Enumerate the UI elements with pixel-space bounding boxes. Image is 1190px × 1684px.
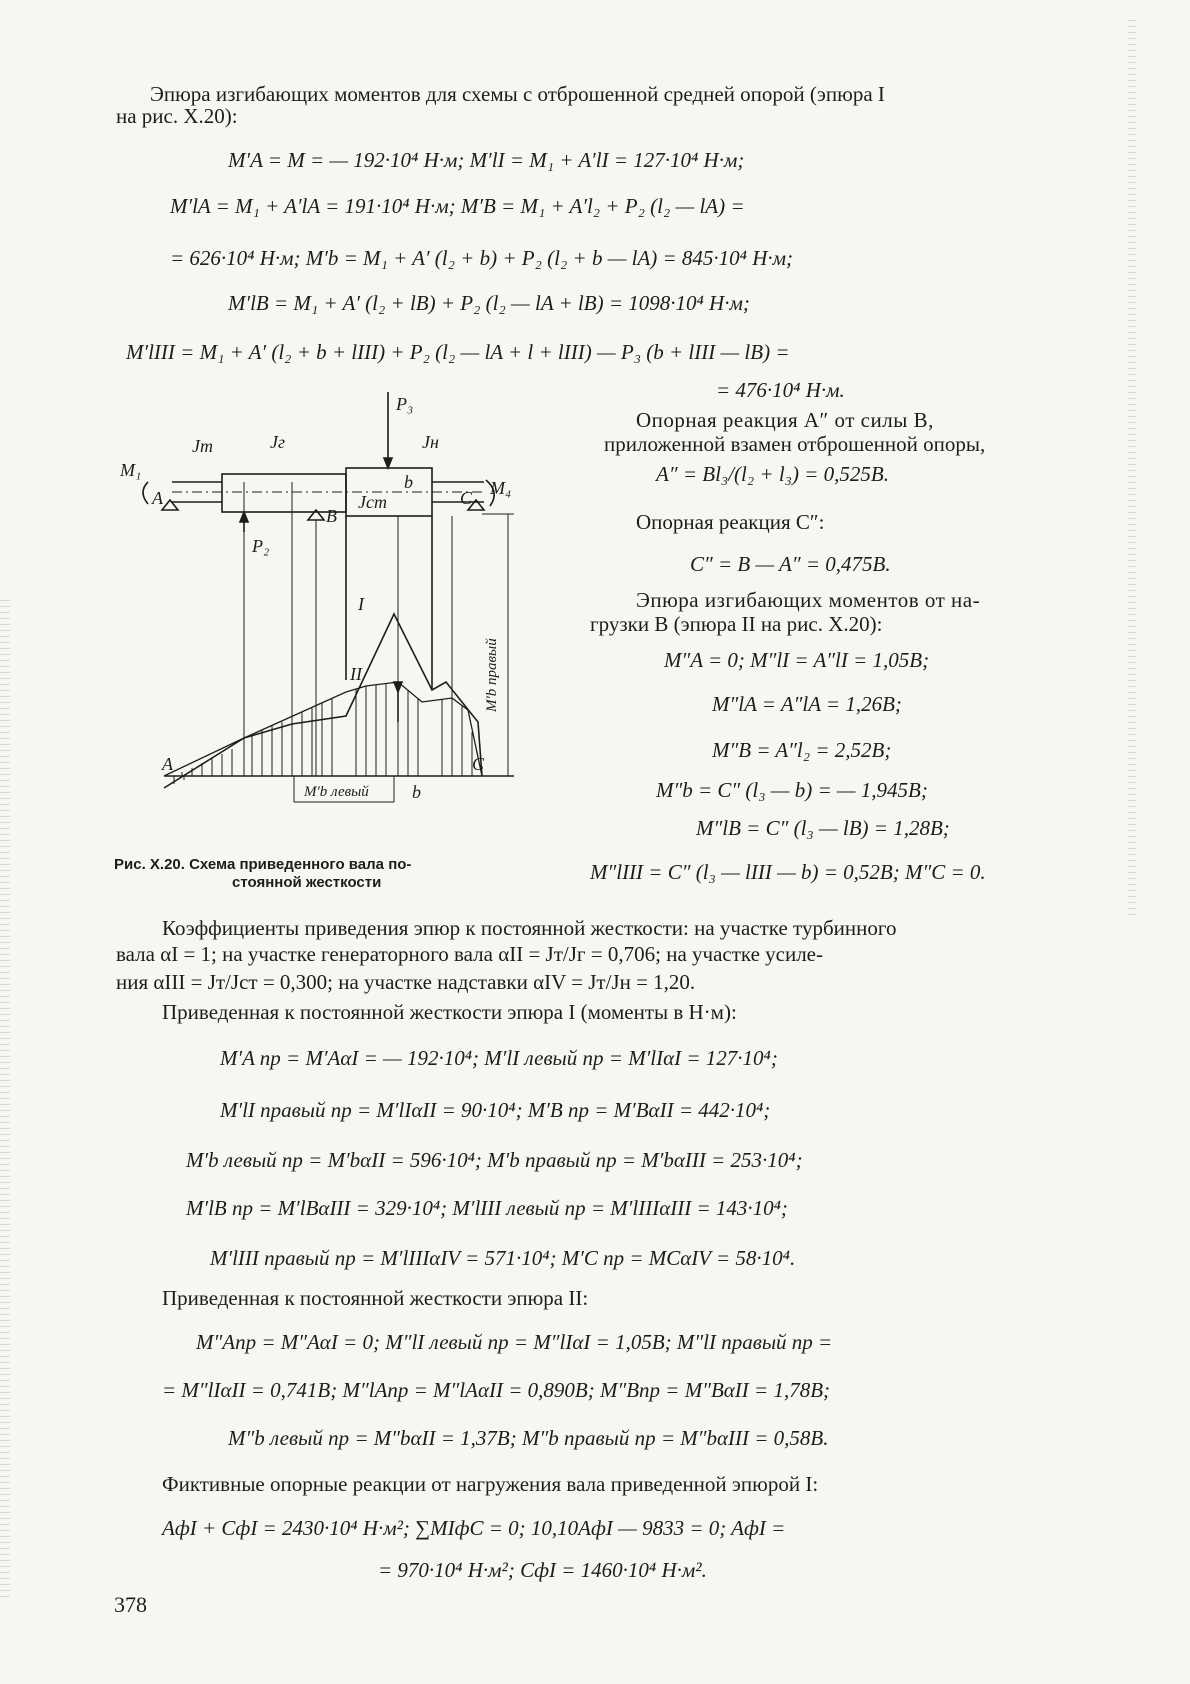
coef-line-3: ния αIII = Jт/Jст = 0,300; на участке надставки αIV = Jт/Jн = 1,20. bbox=[116, 970, 696, 994]
label-M4: M₄ bbox=[490, 478, 512, 498]
equation-3: = 626·10⁴ Н·м; M′b = M₁ + A′ (l₂ + b) + P₂ (l₂ + b — lA) = 845·10⁴ Н·м; bbox=[170, 246, 794, 270]
equation-2: M′lA = M₁ + A′lA = 191·10⁴ Н·м; M′B = M₁ + A′l₂ + P₂ (l₂ — lA) = bbox=[170, 194, 745, 218]
scan-edge-right bbox=[1128, 20, 1136, 920]
reduced-I-title: Приведенная к постоянной жесткости эпюра I (моменты в Н·м): bbox=[162, 1000, 737, 1024]
right-line-1: Опорная реакция A″ от силы B, bbox=[636, 408, 934, 432]
label-P2: P₂ bbox=[252, 536, 270, 556]
intro-line-2: на рис. X.20): bbox=[116, 104, 238, 128]
fictitious-2: = 970·10⁴ Н·м²; CфI = 1460·10⁴ Н·м². bbox=[378, 1558, 707, 1582]
reduced-II-3: M″b левый пр = M″bαII = 1,37B; M″b правый пр = M″bαIII = 0,58B. bbox=[228, 1426, 829, 1450]
reduced-II-1: M″Aпр = M″AαI = 0; M″lI левый пр = M″lIαI = 1,05B; M″lI правый пр = bbox=[196, 1330, 833, 1354]
reduced-II-2: = M″lIαII = 0,741B; M″lAпр = M″lAαII = 0,890B; M″Bпр = M″BαII = 1,78B; bbox=[162, 1378, 831, 1402]
label-Mb-left: M′b левый bbox=[304, 784, 369, 800]
label-Jg: Jг bbox=[270, 432, 286, 452]
right-line-6: Эпюра изгибающих моментов от на- bbox=[636, 588, 981, 612]
right-line-3: A″ = Bl₃/(l₂ + l₃) = 0,525B. bbox=[656, 462, 889, 486]
label-b: b bbox=[412, 782, 421, 802]
label-C: C bbox=[472, 754, 485, 774]
scan-edge-left bbox=[0, 600, 10, 1600]
right-line-13: M″lIII = C″ (l₃ — lIII — b) = 0,52B; M″C = 0. bbox=[590, 860, 986, 884]
shaft-diagram bbox=[112, 392, 572, 832]
figure-caption-1: Рис. X.20. Схема приведенного вала по- bbox=[114, 856, 412, 873]
label-A-support: A bbox=[152, 488, 163, 508]
equation-5: M′lIII = M₁ + A′ (l₂ + b + lIII) + P₂ (l₂ — lA + l + lIII) — P₃ (b + lIII — lB) = bbox=[126, 340, 790, 364]
right-line-9: M″lA = A″lA = 1,26B; bbox=[712, 692, 902, 716]
label-Mb-right: M′b правый bbox=[484, 638, 500, 712]
reduced-II-title: Приведенная к постоянной жесткости эпюра II: bbox=[162, 1286, 589, 1310]
label-A: A bbox=[162, 754, 173, 774]
label-M1: M₁ bbox=[120, 460, 142, 480]
coef-line-1: Коэффициенты приведения эпюр к постоянной жесткости: на участке турбинного bbox=[162, 916, 897, 940]
reduced-I-5: M′lIII правый пр = M′lIIIαIV = 571·10⁴; M′C пр = MCαIV = 58·10⁴. bbox=[210, 1246, 796, 1270]
right-line-10: M″B = A″l₂ = 2,52B; bbox=[712, 738, 892, 762]
equation-6: = 476·10⁴ Н·м. bbox=[716, 378, 845, 402]
coef-line-2: вала αI = 1; на участке генераторного вала αII = Jт/Jг = 0,706; на участке усиле- bbox=[116, 942, 823, 966]
label-Jst: Jст bbox=[358, 492, 387, 512]
right-line-12: M″lB = C″ (l₃ — lB) = 1,28B; bbox=[696, 816, 950, 840]
reduced-I-1: M′A пр = M′AαI = — 192·10⁴; M′lI левый пр = M′lIαI = 127·10⁴; bbox=[220, 1046, 778, 1070]
right-line-2: приложенной взамен отброшенной опоры, bbox=[604, 432, 986, 456]
label-I: I bbox=[358, 594, 364, 614]
label-II: II bbox=[350, 664, 362, 684]
label-C-support: C bbox=[460, 488, 473, 508]
figure-caption-2: стоянной жесткости bbox=[232, 874, 382, 891]
equation-1: M′A = M = — 192·10⁴ Н·м; M′lI = M₁ + A′lI = 127·10⁴ Н·м; bbox=[228, 148, 745, 172]
right-line-11: M″b = C″ (l₃ — b) = — 1,945B; bbox=[656, 778, 928, 802]
right-line-5: C″ = B — A″ = 0,475B. bbox=[690, 552, 891, 576]
label-b-top: b bbox=[404, 472, 413, 492]
right-line-8: M″A = 0; M″lI = A″lI = 1,05B; bbox=[664, 648, 930, 672]
reduced-I-3: M′b левый пр = M′bαII = 596·10⁴; M′b правый пр = M′bαIII = 253·10⁴; bbox=[186, 1148, 803, 1172]
label-Jn: Jн bbox=[422, 432, 439, 452]
fictitious-1: AфI + CфI = 2430·10⁴ Н·м²; ∑MIфC = 0; 10,10AфI — 9833 = 0; AфI = bbox=[162, 1516, 786, 1540]
label-Jt: Jт bbox=[192, 436, 213, 456]
label-P3: P₃ bbox=[396, 394, 414, 414]
right-line-4: Опорная реакция C″: bbox=[636, 510, 825, 534]
fictitious-title: Фиктивные опорные реакции от нагружения вала приведенной эпюрой I: bbox=[162, 1472, 819, 1496]
intro-line-1: Эпюра изгибающих моментов для схемы с отброшенной средней опорой (эпюра I bbox=[150, 82, 885, 106]
reduced-I-4: M′lB пр = M′lBαIII = 329·10⁴; M′lIII левый пр = M′lIIIαIII = 143·10⁴; bbox=[186, 1196, 788, 1220]
equation-4: M′lB = M₁ + A′ (l₂ + lB) + P₂ (l₂ — lA + lB) = 1098·10⁴ Н·м; bbox=[228, 291, 750, 315]
page-number: 378 bbox=[114, 1592, 147, 1617]
right-line-7: грузки B (эпюра II на рис. X.20): bbox=[590, 612, 883, 636]
label-B-support: B bbox=[326, 506, 337, 526]
reduced-I-2: M′lI правый пр = M′lIαII = 90·10⁴; M′B пр = M′BαII = 442·10⁴; bbox=[220, 1098, 771, 1122]
